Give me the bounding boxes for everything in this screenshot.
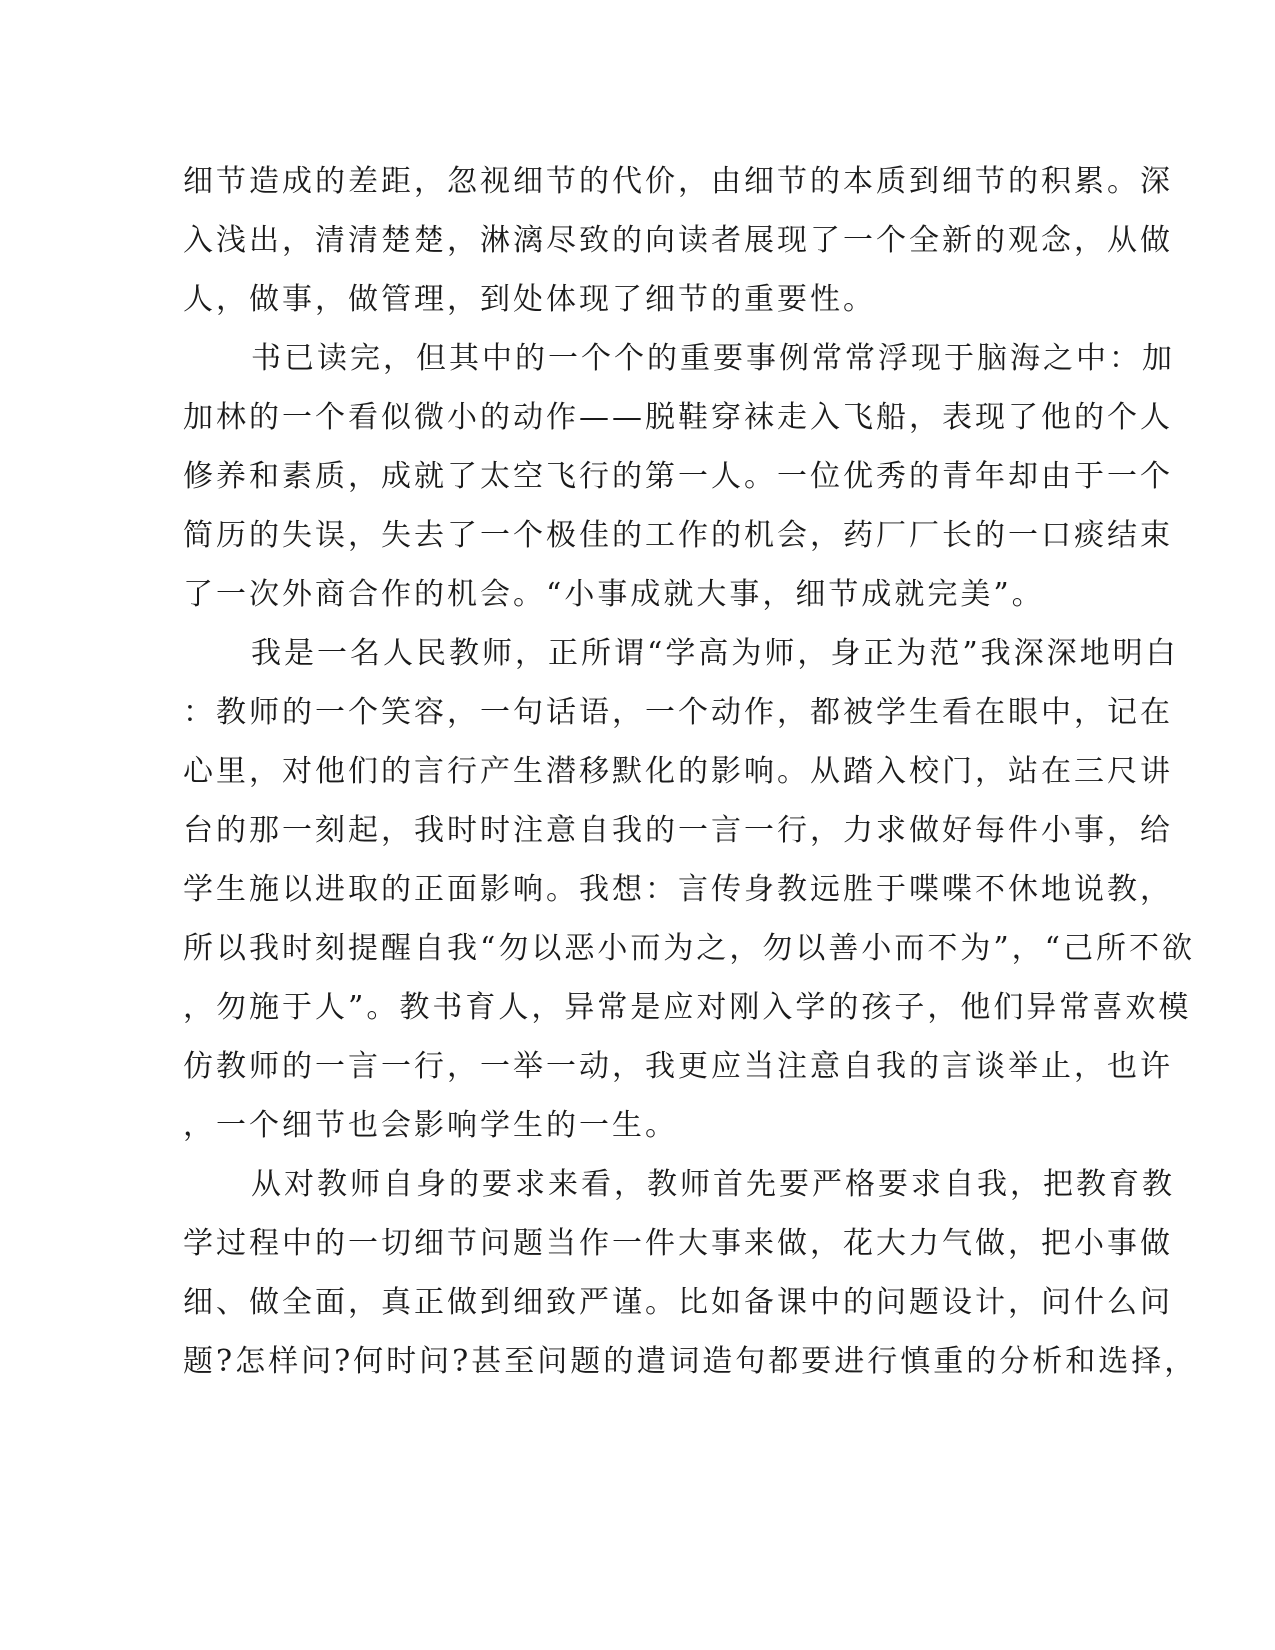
text-line: 修养和素质，成就了太空飞行的第一人。一位优秀的青年却由于一个 (183, 459, 1173, 494)
text-line: 学生施以进取的正面影响。我想：言传身教远胜于喋喋不休地说教， (183, 872, 1173, 907)
text-line: 人，做事，做管理，到处体现了细节的重要性。 (183, 282, 876, 317)
text-line: ，勿施于人”。教书育人，异常是应对刚入学的孩子，他们异常喜欢模 (183, 990, 1192, 1025)
text-line: 学过程中的一切细节问题当作一件大事来做，花大力气做，把小事做 (183, 1226, 1173, 1261)
paragraph-first-line: 书已读完，但其中的一个个的重要事例常常浮现于脑海之中：加 (251, 341, 1175, 376)
text-line: 入浅出，清清楚楚，淋漓尽致的向读者展现了一个全新的观念，从做 (183, 223, 1173, 258)
text-line: 细节造成的差距，忽视细节的代价，由细节的本质到细节的积累。深 (183, 164, 1173, 199)
text-line: 仿教师的一言一行，一举一动，我更应当注意自我的言谈举止，也许 (183, 1049, 1173, 1084)
text-line: 简历的失误，失去了一个极佳的工作的机会，药厂厂长的一口痰结束 (183, 518, 1173, 553)
text-line: ：教师的一个笑容，一句话语，一个动作，都被学生看在眼中，记在 (183, 695, 1173, 730)
paragraph-first-line: 从对教师自身的要求来看，教师首先要严格要求自我，把教育教 (251, 1167, 1175, 1202)
text-line: 细、做全面，真正做到细致严谨。比如备课中的问题设计，问什么问 (183, 1285, 1173, 1320)
body-text (183, 152, 1198, 1391)
text-line: 了一次外商合作的机会。“小事成就大事，细节成就完美”。 (183, 577, 1045, 612)
text-line: 加林的一个看似微小的动作——脱鞋穿袜走入飞船，表现了他的个人 (183, 400, 1173, 435)
text-line: 所以我时刻提醒自我“勿以恶小而为之，勿以善小而不为”，“己所不欲 (183, 931, 1196, 966)
text-line: 台的那一刻起，我时时注意自我的一言一行，力求做好每件小事，给 (183, 813, 1173, 848)
text-line: ，一个细节也会影响学生的一生。 (183, 1108, 678, 1143)
text-line: 心里，对他们的言行产生潜移默化的影响。从踏入校门，站在三尺讲 (183, 754, 1173, 789)
paragraph-first-line: 我是一名人民教师，正所谓“学高为师，身正为范”我深深地明白 (251, 636, 1179, 671)
text-line: 题?怎样问?何时问?甚至问题的遣词造句都要进行慎重的分析和选择， (183, 1344, 1198, 1379)
